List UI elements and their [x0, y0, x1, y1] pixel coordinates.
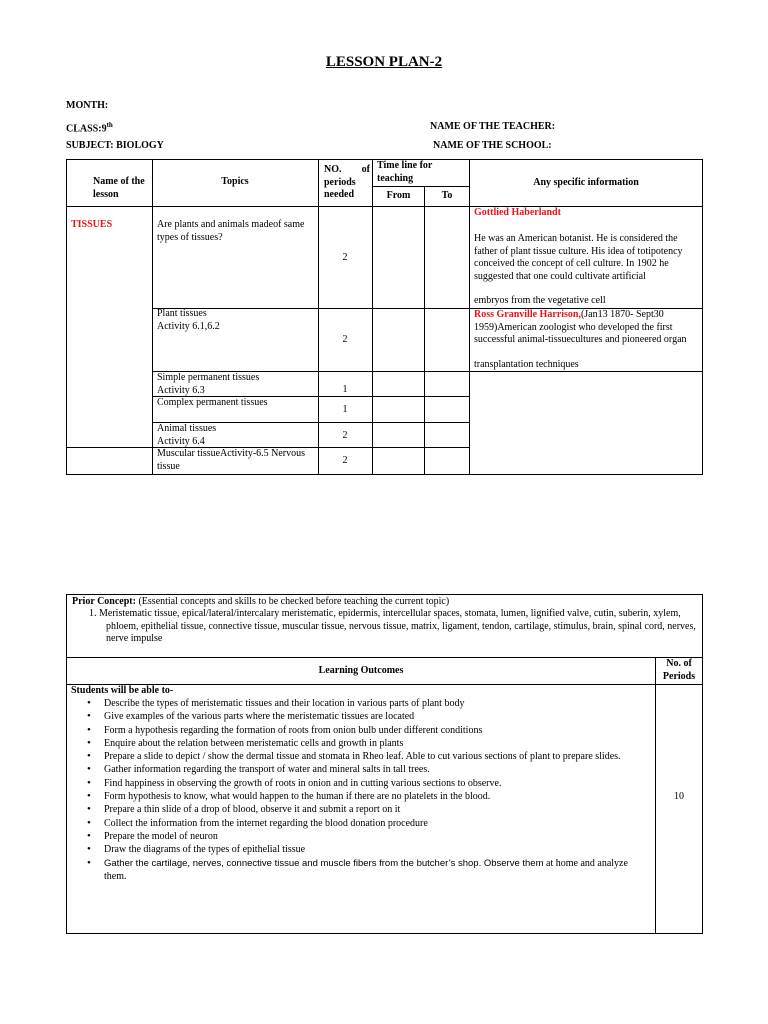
outcome-item: • Describe the types of meristematic tissues and their location in various parts of plant body — [67, 697, 651, 710]
outcome-item: • Gather information regarding the transport of water and mineral salts in tall trees. — [67, 763, 651, 776]
outcome-item-last — [67, 857, 651, 884]
periods-row-4: 1 — [342, 404, 348, 415]
topic-row-2-line2: Activity 6.1,6.2 — [157, 320, 220, 332]
periods-row-1: 2 — [342, 252, 348, 263]
outcome-item: • Form a hypothesis regarding the formation of roots from onion bulb under different conditions — [67, 724, 651, 737]
info-name-2: Ross Granville Harrison, — [474, 309, 581, 320]
outcome-item: • Draw the diagrams of the types of epithelial tissue — [67, 843, 651, 856]
info-block-2 — [474, 309, 700, 347]
outcome-last-b: at home and analyze them. — [104, 857, 628, 882]
class-text: CLASS:9 — [66, 123, 107, 135]
periods-value: 10 — [674, 791, 684, 802]
school-label: NAME OF THE SCHOOL: — [433, 140, 552, 151]
outcome-item: • Give examples of the various parts where the meristematic tissues are located — [67, 710, 651, 723]
prior-concept-item: 1. Meristematic tissue, epical/lateral/intercalary meristematic, epidermis, intercellular spaces, stomata, lumen, lignified valve, cutin, suberin, xylem, phloem, epithelial tissue, connective tissue, muscular tissue, nervous tissue, matrix, ligament, tendon, cartilage, stimulus, brain, spinal cord, nerves, nerve impulse — [89, 608, 696, 644]
lesson-name: TISSUES — [71, 219, 113, 230]
topic-row-5 — [157, 423, 216, 448]
topic-row-1: Are plants and animals madeof same types of tissues? — [157, 219, 305, 243]
prior-concept-heading — [72, 596, 697, 609]
header-to: To — [441, 190, 453, 201]
outcome-last-a: Gather the cartilage, nerves, connective tissue and muscle fibers from the butcher’s shop. Observe them — [104, 857, 544, 869]
periods-header: No. of Periods — [662, 658, 696, 682]
subject-label: SUBJECT: BIOLOGY — [66, 140, 164, 151]
prior-concept-desc: (Essential concepts and skills to be checked before teaching the current topic) — [135, 596, 450, 607]
month-label: MONTH: — [66, 100, 109, 111]
topic-row-2-line1: Plant tissues — [157, 308, 207, 319]
outcome-item: • Enquire about the relation between meristematic cells and growth in plants — [67, 737, 651, 750]
prior-concept-label: Prior Concept: — [72, 596, 136, 607]
outcome-item: • Prepare a slide to depict / show the dermal tissue and stomata in Rheo leaf. Able to cut various sections of plant to prepare slides. — [67, 750, 651, 763]
info-text-1: He was an American botanist. He is considered the father of plant tissue culture. His idea of totipotency conceived the concept of cell culture. In 1902 he suggested that one could cultivate artificial — [474, 233, 683, 282]
header-topics: Topics — [221, 176, 249, 187]
outcomes-list — [67, 697, 651, 883]
periods-row-5: 2 — [342, 430, 348, 441]
topic-row-3 — [157, 372, 259, 397]
header-timeline: Time line for teaching — [377, 160, 433, 184]
class-label — [66, 121, 113, 134]
outcome-item: • Collect the information from the internet regarding the blood donation procedure — [67, 817, 651, 830]
periods-row-3: 1 — [342, 384, 348, 395]
learning-outcomes-header: Learning Outcomes — [318, 665, 404, 676]
periods-row-6: 2 — [342, 455, 348, 466]
header-lesson: Name of the lesson — [93, 176, 145, 200]
outcomes-intro: Students will be able to- — [71, 685, 174, 696]
header-from: From — [386, 190, 411, 201]
info-text-2b: transplantation techniques — [474, 359, 579, 370]
topic-row-4: Complex permanent tissues — [157, 397, 268, 408]
topic-row-5-line2: Activity 6.4 — [157, 435, 205, 447]
topic-row-5-line1: Animal tissues — [157, 423, 217, 434]
topic-row-6: Muscular tissueActivity-6.5 Nervous tissue — [157, 448, 306, 472]
outcomes-list-wrap — [67, 697, 651, 883]
info-text-1b: embryos from the vegetative cell — [474, 295, 606, 306]
info-name-1: Gottlied Haberlandt — [474, 207, 561, 218]
info-text-2: (Jan13 1870- Sept30 1959)American zoologist who developed the first successful animal-tissuecultures and pioneered organ — [474, 309, 687, 345]
outcome-item: • Form hypothesis to know, what would happen to the human if there are no platelets in the blood. — [67, 790, 651, 803]
outcome-item: • Prepare a thin slide of a drop of blood, observe it and submit a report on it — [67, 803, 651, 816]
page-title: LESSON PLAN-2 — [325, 54, 443, 70]
periods-row-2: 2 — [342, 334, 348, 345]
header-info: Any specific information — [533, 177, 639, 188]
header-periods: NO. of periods needed — [324, 164, 370, 200]
topic-row-3-line1: Simple permanent tissues — [157, 372, 260, 383]
outcome-item: • Find happiness in observing the growth of roots in onion and in cutting various sections to observe. — [67, 777, 651, 790]
topic-row-2 — [157, 308, 220, 333]
class-sup: th — [106, 121, 113, 129]
outcomes-table — [66, 594, 703, 934]
teacher-label: NAME OF THE TEACHER: — [430, 121, 556, 132]
outcome-item: • Prepare the model of neuron — [67, 830, 651, 843]
topic-row-3-line2: Activity 6.3 — [157, 384, 205, 396]
